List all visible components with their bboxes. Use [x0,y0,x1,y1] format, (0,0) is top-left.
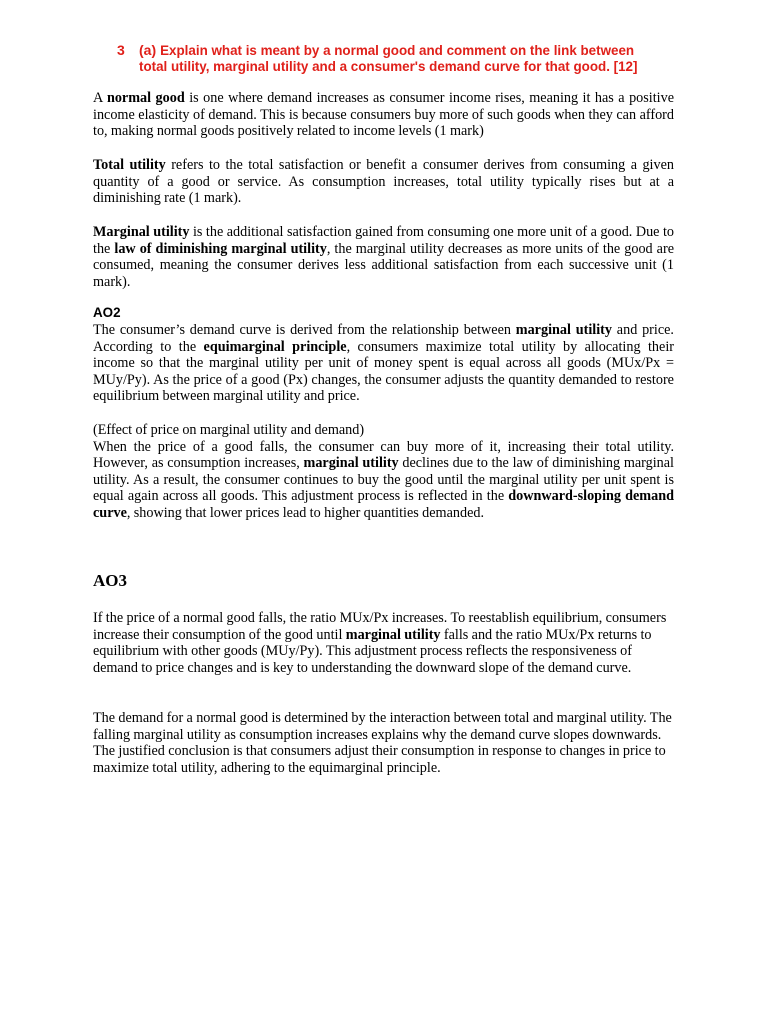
bold-term: law of diminishing marginal utility [114,240,327,257]
bold-term: normal good [106,90,185,106]
text-run: declines due to the law of diminishing marginal utility. As a result, the consumer continues to buy the good until the marginal utility per unit spent is equal again across all goods. This adjustment process is reflected in the [93,455,674,505]
ao3-paragraph [93,610,674,676]
text-run: falls and the ratio MUx/Px returns to equilibrium with other goods (MUy/Py). This adjustment process reflects the responsiveness of demand to price changes and is key to understanding the downward slope of the demand curve. [93,626,652,676]
text-run: , showing that lower prices lead to higher quantities demanded. [126,504,485,521]
bold-term: downward-sloping demand curve [93,488,674,521]
text-run: , consumers maximize total utility by allocating their income so that the marginal utility per unit of money spent is equal across all goods (MUx/Px = MUy/Py). As the price of a good (Px) changes, the consumer adjusts the quantity demanded to restore equilibrium between marginal utility and price. [93,338,674,405]
text-run: is the additional satisfaction gained from consuming one more unit of a good. Due to the [93,224,674,257]
text-run: When the price of a good falls, the consumer can buy more of it, increasing their total utility. However, as consumption increases, [93,438,674,472]
ao2-paragraph [93,322,674,405]
question-number: 3 [117,42,125,58]
effect-paragraph [93,422,674,522]
bold-term: Total utility [93,157,166,173]
ao3-heading: AO3 [93,571,127,590]
bold-term: marginal utility [303,455,399,472]
question-heading [117,42,689,75]
bold-term: marginal utility [515,322,612,338]
effect-body [93,439,674,522]
marginal-utility-paragraph [93,224,674,290]
conclusion-paragraph: The demand for a normal good is determined by the interaction between total and marginal utility. The falling marginal utility as consumption increases explains why the demand curve slopes downwards. The justified conclusion is that consumers adjust their consumption in response to changes in price to maximize total utility, adhering to the equimarginal principle. [93,710,672,776]
question-text-1: Explain what is meant by a normal good and comment on the link between [160,43,635,58]
bold-term: marginal utility [345,626,441,643]
question-text-2: total utility, marginal utility and a consumer's demand curve for that good. [12] [139,59,638,74]
question-line-1 [117,42,689,59]
text-run: If the price of a normal good falls, the ratio MUx/Px increases. To reestablish equilibrium, consumers increase their consumption of the good until [93,610,667,643]
effect-subheading: (Effect of price on marginal utility and demand) [93,422,365,438]
ao2-heading: AO2 [93,305,121,320]
bold-term: equimarginal principle [203,338,347,355]
text-run: The consumer’s demand curve is derived from the relationship between [93,322,516,338]
text-run: is one where demand increases as consumer income rises, meaning it has a positive income elasticity of demand. This is because consumers buy more of such goods when they can afford to, making normal goods positively related to income levels (1 mark) [93,90,674,140]
question-part: (a) [139,42,157,58]
total-utility-paragraph [93,157,674,207]
bold-term: Marginal utility [93,224,190,240]
normal-good-paragraph [93,90,674,140]
text-run: A [93,90,107,106]
text-run: and price. According to the [93,322,674,355]
text-run: , the marginal utility decreases as more units of the good are consumed, meaning the consumer derives less additional satisfaction from each successive unit (1 mark). [93,240,674,290]
text-run: refers to the total satisfaction or benefit a consumer derives from consuming a given quantity of a good or service. As consumption increases, total utility typically rises but at a diminishing rate (1 mark). [93,157,674,207]
